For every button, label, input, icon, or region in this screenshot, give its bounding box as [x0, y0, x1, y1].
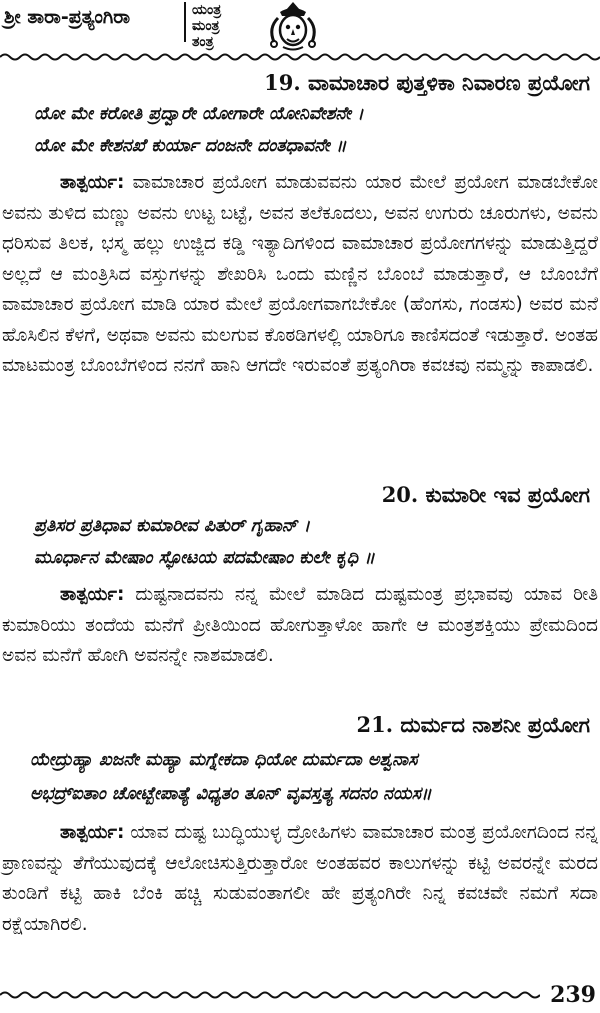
verse-line: ಯೇದ್ರುಹ್ಯಾ ಖಜನೇ ಮಹ್ಯಾ ಮಗ್ನೇಕದಾ ಧಿಯೋ ದುರ್ಮದಾ ಅಶ್ವನಾಸ — [30, 750, 418, 770]
meaning-label: ತಾತ್ಪರ್ಯ: — [60, 172, 125, 193]
header-title: ಶ್ರೀ ತಾರಾ-ಪ್ರತ್ಯಂಗಿರಾ — [4, 6, 131, 28]
footer-wave-rule — [0, 990, 540, 1000]
meaning-paragraph-21 — [2, 818, 598, 940]
header-subtitle-tantra: ತಂತ್ರ — [192, 34, 214, 50]
verse-line: ಮೂರ್ಧಾನ ಮೇಷಾಂ ಸ್ಫೋಟಯ ಪದಮೇಷಾಂ ಕುಲೇ ಕೃಧಿ ॥ — [34, 548, 375, 568]
meaning-text: ಯಾವ ದುಷ್ಟ ಬುದ್ಧಿಯುಳ್ಳ ದ್ರೋಹಿಗಳು ವಾಮಾಚಾರ ಮಂತ್ರ ಪ್ರಯೋಗದಿಂದ ನನ್ನ ಪ್ರಾಣವನ್ನು ತೆಗೆಯುವುದಕ್ಕೆ ಆಲೋಚಿಸುತ್ತಿರುತ್ತಾರೋ ಅಂತಹವರ ಕಾಲುಗಳನ್ನು ಕಟ್ಟಿ ಅವರನ್ನೇ ಮರದ ತುಂಡಿಗೆ ಕಟ್ಟಿ ಹಾಕಿ ಬೆಂಕಿ ಹಚ್ಚಿ ಸುಡುವಂತಾಗಲೀ ಹೇ ಪ್ರತ್ಯಂಗಿರೇ ನಿನ್ನ ಕವಚವೇ ನಮಗೆ ಸದಾ ರಕ್ಷೆಯಾಗಿರಲಿ. — [2, 822, 598, 935]
verse-line: ಯೋ ಮೇ ಕೇಶನಖೆ ಕುರ್ಯಾ ದಂಜನೇ ದಂತಧಾವನೇ ॥ — [34, 136, 347, 156]
goddess-face-emblem-icon — [262, 0, 324, 52]
header-subtitle-yantra: ಯಂತ್ರ — [192, 2, 222, 18]
header-subtitle-stack — [192, 2, 221, 50]
meaning-label: ತಾತ್ಪರ್ಯ: — [60, 822, 125, 843]
verse-line: ಯೋ ಮೇ ಕರೋತಿ ಪ್ರದ್ವಾರೇ ಯೋಗಾರೇ ಯೋನಿವೇಶನೇ । — [34, 104, 364, 124]
header-divider — [184, 2, 186, 42]
meaning-paragraph-19 — [2, 168, 598, 382]
verse-line: ಅಭದ್ರ್ಐತಾಂ ಚೋಟ್ಬೇಪಾತ್ಯೆ ವಿಧ್ಯತಂ ತೂನ್ ವೃವಸ್ತತ್ಯ ಸದನಂ ನಯಸ॥ — [30, 784, 432, 804]
section-heading-20: 20. ಕುಮಾರೀ ಇವ ಪ್ರಯೋಗ — [381, 482, 590, 507]
page-number: 239 — [550, 982, 596, 1008]
running-header — [0, 0, 600, 58]
section-heading-21: 21. ದುರ್ಮದ ನಾಶನೀ ಪ್ರಯೋಗ — [356, 712, 590, 737]
verse-line: ಪ್ರತಿಸರ ಪ್ರತಿಧಾವ ಕುಮಾರೀವ ಪಿತುರ್ ಗೃಹಾನ್ । — [34, 516, 311, 536]
meaning-paragraph-20 — [2, 580, 598, 672]
meaning-label: ತಾತ್ಪರ್ಯ: — [60, 584, 125, 605]
header-subtitle-mantra: ಮಂತ್ರ — [192, 18, 220, 34]
meaning-text: ದುಷ್ಟನಾದವನು ನನ್ನ ಮೇಲೆ ಮಾಡಿದ ದುಷ್ಟಮಂತ್ರ ಪ್ರಭಾವವು ಯಾವ ರೀತಿ ಕುಮಾರಿಯು ತಂದೆಯ ಮನೆಗೆ ಪ್ರೀತಿಯಿಂದ ಹೋಗುತ್ತಾಳೋ ಹಾಗೇ ಆ ಮಂತ್ರಶಕ್ತಿಯು ಪ್ರೇಮದಿಂದ ಅವನ ಮನೆಗೆ ಹೋಗಿ ಅವನನ್ನೇ ನಾಶಮಾಡಲಿ. — [2, 584, 598, 666]
meaning-text: ವಾಮಾಚಾರ ಪ್ರಯೋಗ ಮಾಡುವವನು ಯಾರ ಮೇಲೆ ಪ್ರಯೋಗ ಮಾಡಬೇಕೋ ಅವನು ತುಳಿದ ಮಣ್ಣು ಅವನು ಉಟ್ಟ ಬಟ್ಟೆ, ಅವನ ತಲೆಕೂದಲು, ಅವನ ಉಗುರು ಚೂರುಗಳು, ಅವನು ಧರಿಸುವ ತಿಲಕ, ಭಸ್ಮ ಹಲ್ಲು ಉಜ್ಜಿದ ಕಡ್ಡಿ ಇತ್ಯಾದಿಗಳಿಂದ ವಾಮಾಚಾರ ಪ್ರಯೋಗಗಳನ್ನು ಮಾಡುತ್ತಿದ್ದರೆ ಅಲ್ಲದೆ ಆ ಮಂತ್ರಿಸಿದ ವಸ್ತುಗಳನ್ನು ಶೇಖರಿಸಿ ಒಂದು ಮಣ್ಣಿನ ಬೊಂಬೆ ಮಾಡುತ್ತಾರೆ, ಆ ಬೊಂಬೆಗೆ ವಾಮಾಚಾರ ಪ್ರಯೋಗ ಮಾಡಿ ಯಾರ ಮೇಲೆ ಪ್ರಯೋಗವಾಗಬೇಕೋ (ಹೆಂಗಸು, ಗಂಡಸು) ಅವರ ಮನೆ ಹೊಸಿಲಿನ ಕೆಳಗೆ, ಅಥವಾ ಅವನು ಮಲಗುವ ಕೊಠಡಿಗಳಲ್ಲಿ ಯಾರಿಗೂ ಕಾಣಿಸದಂತೆ ಇಡುತ್ತಾರೆ. ಅಂತಹ ಮಾಟಮಂತ್ರ ಬೊಂಬೆಗಳಿಂದ ನನಗೆ ಹಾನಿ ಆಗದೇ ಇರುವಂತೆ ಪ್ರತ್ಯಂಗಿರಾ ಕವಚವು ನಮ್ಮನ್ನು ಕಾಪಾಡಲಿ. — [2, 172, 598, 376]
section-heading-19: 19. ವಾಮಾಚಾರ ಪುತ್ತಳಿಕಾ ನಿವಾರಣ ಪ್ರಯೋಗ — [264, 70, 590, 95]
header-wave-rule — [0, 52, 600, 62]
